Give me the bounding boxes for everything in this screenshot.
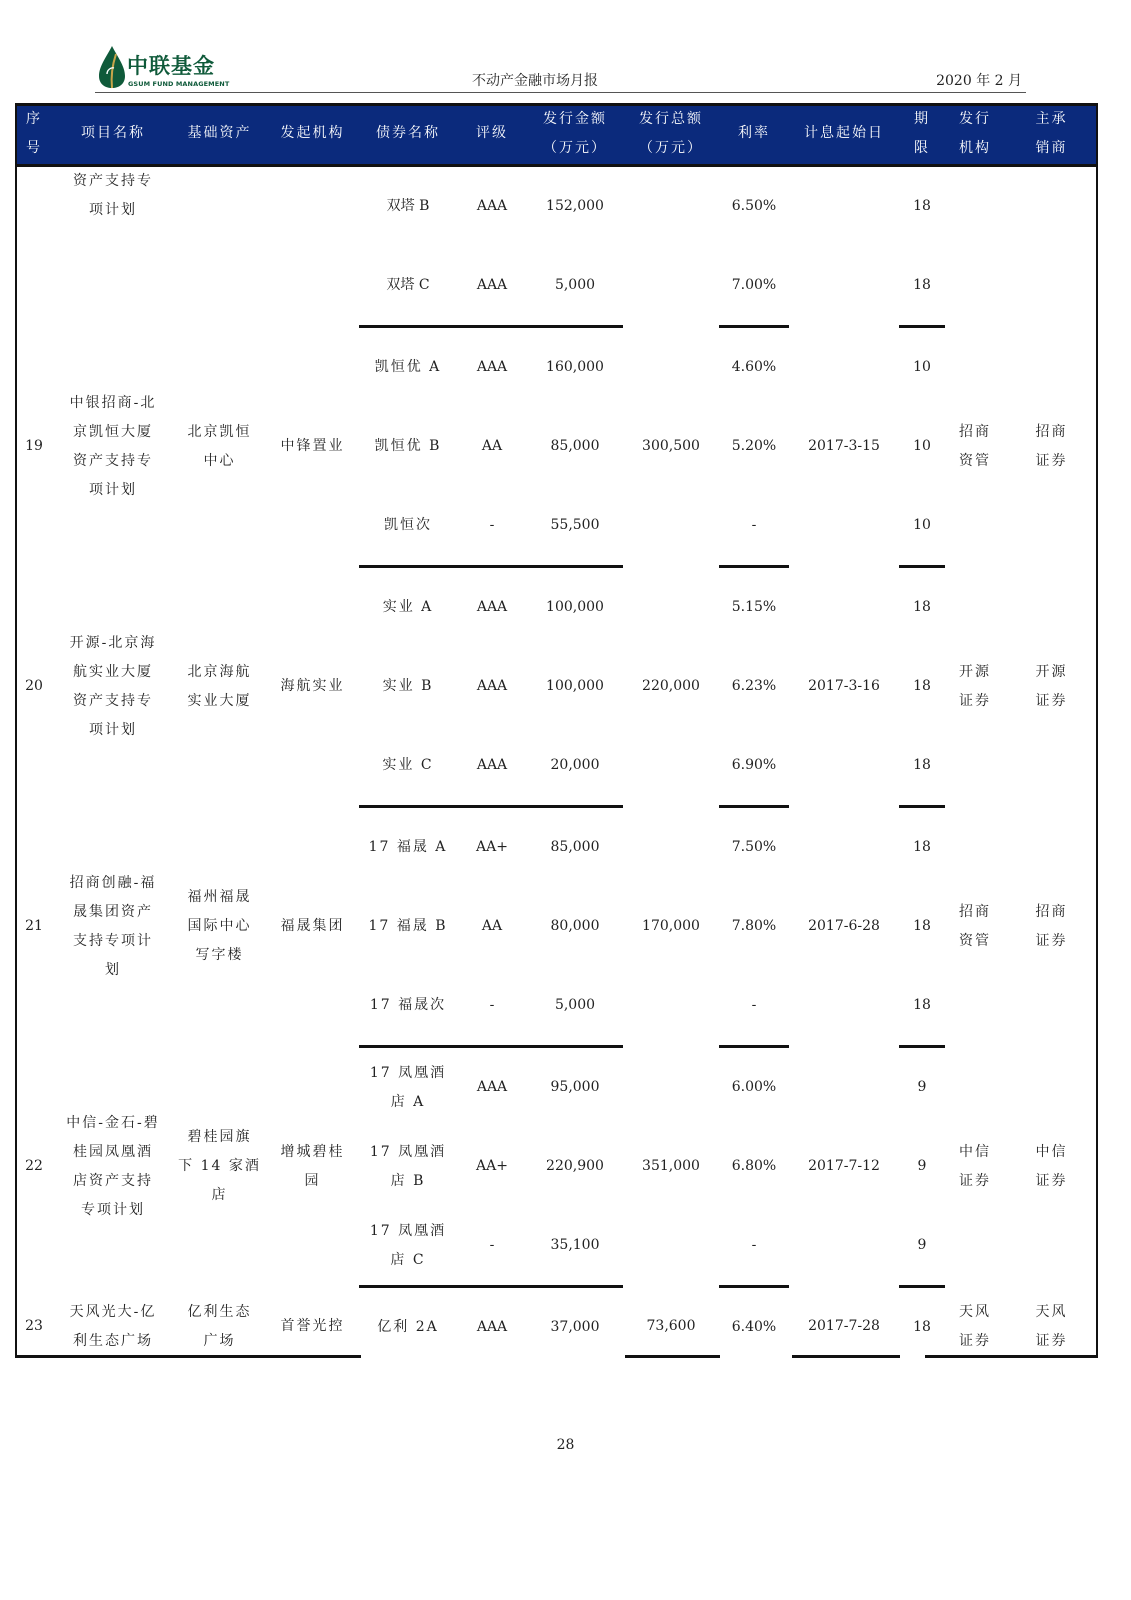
text-line: 凯恒优 B (374, 438, 442, 454)
text-line: 亿利 2A (377, 1319, 439, 1335)
report-title: 不动产金融市场月报 (472, 73, 598, 89)
text-line: 17 凤凰酒 (369, 1222, 447, 1239)
row-number-cell: 22 (25, 1158, 43, 1174)
text-line: 中信 (1035, 1143, 1068, 1160)
rating-cell: AAA (476, 198, 508, 214)
text-line: 中锋置业 (280, 438, 345, 454)
rate-cell: - (719, 486, 789, 567)
text-line: 京凯恒大厦 (73, 423, 153, 440)
amount-cell: 152,000 (546, 198, 604, 214)
amount-cell: 5,000 (527, 246, 623, 327)
term-cell: 18 (913, 198, 931, 214)
column-header (945, 103, 1005, 166)
rating-cell: AAA (457, 726, 527, 807)
table-row (15, 327, 1098, 408)
rating-cell: - (457, 486, 527, 567)
text-line: 下 14 家酒 (178, 1158, 261, 1174)
rate-cell: 7.80% (731, 918, 777, 934)
total-cell: 300,500 (642, 438, 700, 454)
column-header (1005, 103, 1098, 166)
rating-cell: AA (481, 438, 503, 454)
bond-name-cell (359, 807, 457, 888)
logo-subtext: GSUM FUND MANAGEMENT (128, 80, 230, 88)
text-line: 航实业大厦 (73, 663, 153, 680)
table-bottom-border (15, 1355, 361, 1358)
text-line: 项计划 (89, 202, 137, 218)
rating-cell: AA (481, 918, 503, 934)
start-date-cell: 2017-7-12 (808, 1158, 880, 1174)
amount-cell: 37,000 (550, 1319, 600, 1335)
rate-cell: 6.80% (731, 1158, 777, 1174)
text-line: 17 福晟 B (368, 918, 448, 934)
column-header (899, 103, 945, 166)
amount-cell: 160,000 (546, 359, 604, 375)
term-cell: 10 (899, 486, 945, 567)
text-line: 园 (304, 1172, 321, 1189)
rate-cell: 7.50% (731, 839, 777, 855)
text-line: 晟集团资产 (73, 903, 153, 920)
column-header-line: 发行金额 (543, 110, 607, 127)
rate-cell: 6.00% (731, 1079, 777, 1095)
text-line: 福州福晟 (187, 889, 252, 905)
header-row (15, 103, 1098, 166)
underlying-asset-cell (173, 807, 266, 1047)
column-header-line: 债券名称 (376, 125, 440, 141)
project-name-cell (53, 1047, 173, 1287)
rate-cell: 6.23% (731, 678, 777, 694)
text-line: 桂园凤凰酒 (73, 1143, 153, 1160)
column-header-line: 发行 (959, 110, 991, 127)
row-number-cell: 20 (25, 678, 43, 694)
text-line: 划 (105, 961, 121, 978)
issuer-cell (945, 807, 1005, 1047)
start-date-cell: 2017-3-15 (808, 438, 880, 454)
text-line: 证券 (959, 692, 991, 709)
text-line: 支持专项计 (73, 932, 153, 949)
text-line: 项计划 (89, 481, 137, 498)
bond-name-cell (359, 327, 457, 408)
text-line: 资产支持专 (73, 173, 153, 189)
term-cell: 18 (913, 918, 931, 934)
text-line: 开源-北京海 (69, 634, 157, 651)
text-line: 专项计划 (81, 1201, 145, 1218)
text-line: 中信 (959, 1143, 991, 1160)
amount-cell: 220,900 (546, 1158, 604, 1174)
rating-cell: AAA (457, 246, 527, 327)
text-line: 17 福晟次 (369, 997, 447, 1013)
row-number-cell: 21 (25, 918, 43, 934)
column-header-line: 号 (26, 139, 42, 156)
total-cell: 220,000 (642, 678, 700, 694)
issuer-cell (945, 166, 1005, 327)
amount-cell: 20,000 (527, 726, 623, 807)
text-line: 中银招商-北 (69, 394, 157, 411)
cmbs-issuance-table (15, 103, 1098, 1367)
amount-cell: 85,000 (550, 438, 600, 454)
column-header (173, 103, 266, 166)
text-line: 天风 (1035, 1303, 1068, 1320)
text-line: 利生态广场 (73, 1332, 153, 1349)
term-cell: 18 (899, 966, 945, 1047)
rating-cell: AAA (476, 678, 508, 694)
text-line: 招商 (1035, 903, 1068, 920)
start-date-cell: 2017-3-16 (808, 678, 880, 694)
text-line: 资产支持专 (73, 452, 153, 469)
table-header (15, 103, 1098, 166)
bond-name-cell (359, 567, 457, 648)
text-line: 中信-金石-碧 (66, 1114, 160, 1131)
amount-cell: 85,000 (550, 839, 600, 855)
text-line: 17 福晟 A (368, 839, 448, 855)
underwriter-cell (1005, 807, 1098, 1047)
total-cell: 351,000 (642, 1158, 700, 1174)
text-line: 招商 (959, 423, 991, 440)
text-line: 店 A (390, 1093, 426, 1110)
text-line: 北京凯恒 (187, 423, 252, 440)
underwriter-cell (1005, 327, 1098, 567)
text-line: 证券 (1035, 692, 1068, 709)
text-line: 实业 A (382, 599, 434, 615)
total-cell: 170,000 (642, 918, 700, 934)
term-cell: 10 (913, 359, 931, 375)
text-line: 北京海航 (187, 663, 252, 680)
table-bottom-border (792, 1355, 900, 1358)
underlying-asset-cell (173, 166, 266, 327)
bond-name-cell (359, 1047, 457, 1128)
company-logo (95, 44, 245, 90)
start-date-cell (789, 166, 899, 327)
rate-cell: 5.15% (731, 599, 777, 615)
rate-cell: 5.20% (731, 438, 777, 454)
text-line: 开源 (959, 663, 991, 680)
rate-cell: 6.50% (731, 198, 777, 214)
text-line: 实业大厦 (187, 692, 252, 709)
bond-name-cell (359, 647, 457, 726)
column-header (266, 103, 359, 166)
rating-cell: AAA (476, 1319, 508, 1335)
amount-cell: 35,100 (527, 1206, 623, 1287)
column-header-line: 销商 (1035, 139, 1068, 156)
page-header (95, 40, 1026, 93)
text-line: 证券 (1035, 1332, 1068, 1349)
rate-cell: 6.40% (731, 1319, 777, 1335)
text-line: 凯恒次 (384, 517, 432, 533)
text-line: 开源 (1035, 663, 1068, 680)
logo-text: 中联基金 (127, 54, 215, 78)
text-line: 店 C (390, 1251, 426, 1268)
term-cell: 18 (913, 1319, 931, 1335)
project-name-cell (53, 166, 173, 327)
term-cell: 18 (913, 599, 931, 615)
sponsor-cell (266, 1047, 359, 1287)
text-line: 天风光大-亿 (69, 1303, 157, 1320)
term-cell: 9 (917, 1158, 927, 1174)
issuer-cell (945, 1047, 1005, 1287)
rate-cell: 4.60% (731, 359, 777, 375)
text-line: 招商创融-福 (69, 874, 157, 891)
amount-cell: 80,000 (550, 918, 600, 934)
table-body (15, 166, 1098, 1368)
text-line: 证券 (959, 1172, 991, 1189)
sponsor-cell (266, 807, 359, 1047)
column-header-line: 计息起始日 (804, 125, 884, 141)
table-bottom-border (925, 1355, 1098, 1358)
total-cell: 73,600 (646, 1318, 696, 1335)
rating-cell: AAA (476, 1079, 508, 1095)
bond-name-cell (359, 486, 457, 567)
rating-cell: - (457, 1206, 527, 1287)
rate-cell: 7.00% (719, 246, 789, 327)
text-line: 店资产支持 (73, 1172, 153, 1189)
table-row (15, 567, 1098, 648)
row-number-cell: 19 (25, 438, 43, 454)
column-header (53, 103, 173, 166)
column-header (719, 103, 789, 166)
project-name-cell (53, 807, 173, 1047)
column-header (359, 103, 457, 166)
text-line: 证券 (1035, 932, 1068, 949)
page-number: 28 (556, 1437, 575, 1453)
term-cell: 18 (899, 726, 945, 807)
text-line: 17 凤凰酒 (369, 1143, 447, 1160)
rating-cell: AAA (476, 359, 508, 375)
text-line: 店 B (390, 1172, 426, 1189)
term-cell: 10 (913, 438, 931, 454)
column-header-line: 发起机构 (280, 125, 345, 141)
text-line: 招商 (1035, 423, 1068, 440)
column-header (15, 103, 53, 166)
underwriter-cell (1005, 567, 1098, 807)
column-header-line: 基础资产 (187, 125, 252, 141)
amount-cell: 100,000 (546, 678, 604, 694)
column-header-line: 机构 (959, 139, 991, 156)
underwriter-cell (1005, 166, 1098, 327)
underwriter-cell (1005, 1047, 1098, 1287)
rate-cell: - (719, 966, 789, 1047)
text-line: 国际中心 (187, 918, 252, 934)
text-line: 证券 (959, 1332, 991, 1349)
data-table (15, 103, 1098, 1367)
row-number-cell: 23 (25, 1318, 43, 1335)
leaf-logo-icon (95, 44, 129, 90)
text-line: 写字楼 (195, 947, 244, 963)
text-line: 资管 (959, 932, 991, 949)
text-line: 凯恒优 A (374, 359, 442, 375)
term-cell: 18 (913, 678, 931, 694)
rating-cell: AA+ (476, 839, 508, 855)
text-line: 广场 (203, 1332, 236, 1349)
text-line: 证券 (1035, 1172, 1068, 1189)
column-header (789, 103, 899, 166)
row-number-cell (15, 166, 53, 327)
issuer-cell (945, 327, 1005, 567)
sponsor-cell (266, 166, 359, 327)
rate-cell: - (719, 1206, 789, 1287)
bond-name-cell (359, 966, 457, 1047)
amount-cell: 100,000 (546, 599, 604, 615)
report-date: 2020 年 2 月 (936, 73, 1022, 89)
amount-cell: 5,000 (527, 966, 623, 1047)
column-header-line: 限 (914, 139, 930, 156)
text-line: 证券 (1035, 452, 1068, 469)
text-line: 17 凤凰酒 (369, 1064, 447, 1081)
bond-name-cell (359, 726, 457, 807)
text-line: 实业 C (382, 757, 434, 773)
rate-cell: 6.90% (719, 726, 789, 807)
text-line: 首誉光控 (280, 1318, 345, 1335)
text-line: 亿利生态 (187, 1303, 252, 1320)
text-line: 福晟集团 (280, 918, 345, 934)
table-row (15, 1047, 1098, 1128)
rating-cell: AAA (476, 599, 508, 615)
text-line: 项计划 (89, 721, 137, 738)
text-line: 中心 (203, 452, 236, 469)
project-name-cell (53, 327, 173, 567)
column-header-line: 期 (914, 110, 930, 127)
column-header-line: 序 (26, 110, 42, 127)
sponsor-cell (266, 567, 359, 807)
rating-cell: AA+ (476, 1158, 508, 1174)
term-cell: 9 (917, 1079, 927, 1095)
term-cell: 18 (913, 839, 931, 855)
text-line: 资管 (959, 452, 991, 469)
column-header (623, 103, 719, 166)
term-cell: 9 (899, 1206, 945, 1287)
text-line: 资产支持专 (73, 692, 153, 709)
bond-name-cell: 双塔 B (386, 198, 430, 214)
text-line: 实业 B (382, 678, 434, 694)
column-header-line: （万元） (639, 139, 703, 156)
column-header (527, 103, 623, 166)
bond-name-cell (359, 1127, 457, 1206)
rating-cell: - (457, 966, 527, 1047)
sponsor-cell (266, 327, 359, 567)
bond-name-cell (359, 407, 457, 486)
bond-name-cell (359, 1287, 457, 1368)
column-header-line: （万元） (543, 139, 607, 156)
term-cell: 18 (899, 246, 945, 327)
column-header-line: 评级 (476, 125, 508, 141)
text-line: 招商 (959, 903, 991, 920)
text-line: 店 (211, 1187, 228, 1203)
table-row (15, 807, 1098, 888)
bond-name-cell: 双塔 C (359, 246, 457, 327)
column-header-line: 利率 (738, 125, 770, 141)
table-row (15, 166, 1098, 247)
project-name-cell (53, 567, 173, 807)
column-header-line: 项目名称 (81, 125, 145, 141)
underlying-asset-cell (173, 1047, 266, 1287)
underlying-asset-cell (173, 567, 266, 807)
column-header-line: 发行总额 (639, 110, 703, 127)
column-header-line: 主承 (1035, 110, 1068, 127)
bond-name-cell (359, 1206, 457, 1287)
text-line: 碧桂园旗 (187, 1129, 252, 1145)
bond-name-cell (359, 887, 457, 966)
text-line: 增城碧桂 (280, 1143, 345, 1160)
start-date-cell: 2017-6-28 (808, 918, 880, 934)
amount-cell: 95,000 (550, 1079, 600, 1095)
issuer-cell (945, 567, 1005, 807)
text-line: 海航实业 (280, 678, 345, 694)
amount-cell: 55,500 (527, 486, 623, 567)
start-date-cell: 2017-7-28 (808, 1318, 880, 1335)
underlying-asset-cell (173, 327, 266, 567)
text-line: 天风 (959, 1303, 991, 1320)
table-bottom-border (625, 1355, 720, 1358)
column-header (457, 103, 527, 166)
total-cell (623, 166, 719, 327)
